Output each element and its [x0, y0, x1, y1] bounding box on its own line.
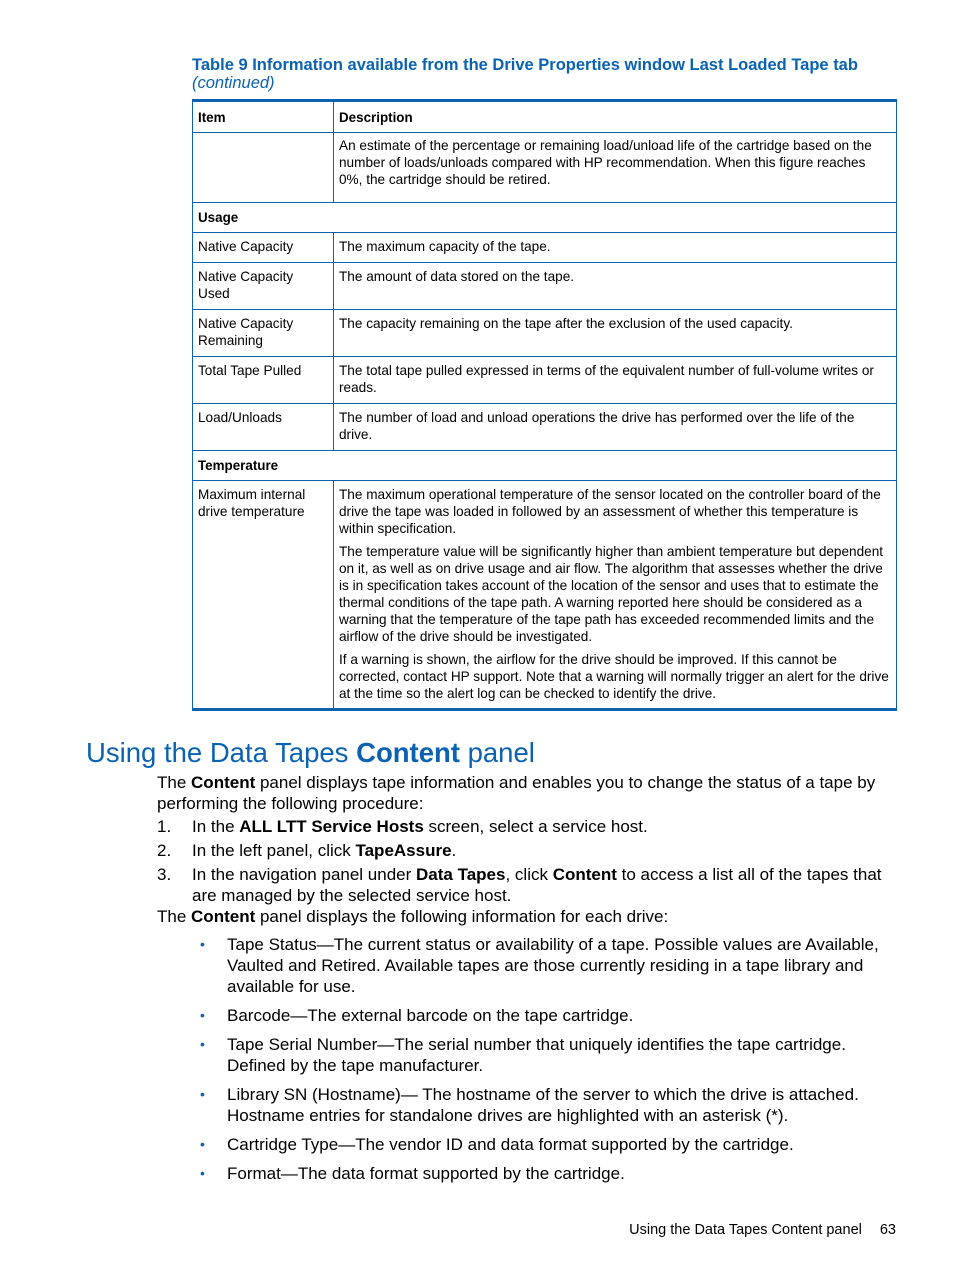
list-item [192, 1084, 899, 1126]
table-caption-continued: (continued) [192, 74, 275, 92]
section-label-temperature: Temperature [193, 451, 897, 481]
procedure-step [157, 816, 899, 837]
field-list [192, 934, 899, 1184]
table-section-row [193, 203, 897, 233]
step-text: In the [192, 817, 240, 836]
bullet-icon: • [200, 1136, 205, 1152]
bullet-icon: • [200, 1036, 205, 1052]
table-cell-description: The amount of data stored on the tape. [334, 263, 897, 310]
table-row [193, 233, 897, 263]
step-bold: Content [191, 907, 256, 926]
table-cell-item: Native Capacity Used [193, 263, 334, 310]
page-number: 63 [879, 1222, 896, 1238]
heading-text-bold: Content [356, 737, 460, 768]
temperature-paragraph: If a warning is shown, the airflow for the drive should be improved. If this cannot be corrected, contact HP support. Note that a warning will normally trigger an alert for the drive at the time so the alert log can be checked to identify the drive. [339, 652, 889, 701]
table-cell-description: The number of load and unload operations the drive has performed over the life of the drive. [334, 404, 897, 451]
intro-text: panel displays tape information and enables you to change the status of a tape by performing the following procedure: [157, 773, 876, 813]
step-text: In the left panel, click [192, 841, 356, 860]
table-caption-title: Table 9 Information available from the Drive Properties window Last Loaded Tape tab [192, 56, 858, 74]
intro-bold: Content [191, 773, 256, 792]
step-bold: TapeAssure [355, 841, 452, 860]
table-row [193, 481, 897, 710]
step-bold: Content [552, 865, 617, 884]
table-cell-item [193, 133, 334, 203]
table-section-row [193, 451, 897, 481]
table-cell-item: Total Tape Pulled [193, 357, 334, 404]
step-number: 3. [157, 865, 172, 884]
step-bold: Data Tapes [416, 865, 506, 884]
list-item-text: Tape Status—The current status or availability of a tape. Possible values are Available, Vaulted and Retired. Available tapes are those currently residing in a tape library and available for use. [227, 935, 879, 996]
table-cell-item: Native Capacity Remaining [193, 310, 334, 357]
table-cell-description: The total tape pulled expressed in terms of the equivalent number of full-volume writes or reads. [334, 357, 897, 404]
list-item [192, 1034, 899, 1076]
step-number: 1. [157, 817, 172, 836]
step-text: panel displays the following information for each drive: [255, 907, 669, 926]
step-text: , click [505, 865, 553, 884]
table-caption [192, 56, 896, 92]
bullet-icon: • [200, 1007, 205, 1023]
table-row [193, 133, 897, 203]
table-cell-item: Maximum internal drive temperature [193, 481, 334, 710]
temperature-paragraph: The maximum operational temperature of the sensor located on the controller board of the drive the tape was loaded in followed by an assessment of whether this temperature is within specification. [339, 487, 881, 536]
table-row [193, 357, 897, 404]
table-cell-description: An estimate of the percentage or remaining load/unload life of the cartridge based on the number of loads/unloads compared with HP recommendation. When this figure reaches 0%, the cartridge should be retired. [334, 133, 897, 203]
column-header-description: Description [334, 101, 897, 133]
procedure-step [157, 840, 899, 861]
procedure-steps [157, 816, 899, 1184]
temperature-paragraph: The temperature value will be significantly higher than ambient temperature but dependent on it, as well as on drive usage and air flow. The algorithm that assesses whether the drive is in specification takes account of the location of the sensor and uses that to estimate the thermal conditions of the tape path. A warning reported here should be considered as a warning that the temperature of the tape path has exceeded recommended limits and the airflow of the drive should be investigated. [339, 544, 884, 644]
bullet-icon: • [200, 1165, 205, 1181]
bullet-icon: • [200, 1086, 205, 1102]
table-cell-description: The capacity remaining on the tape after the exclusion of the used capacity. [334, 310, 897, 357]
bullet-icon: • [200, 936, 205, 952]
list-item [192, 934, 899, 997]
list-item-text: Tape Serial Number—The serial number that uniquely identifies the tape cartridge. Defined by the tape manufacturer. [227, 1035, 846, 1075]
step-text: screen, select a service host. [423, 817, 648, 836]
heading-text-post: panel [459, 737, 535, 768]
list-item [192, 1163, 899, 1184]
table-row [193, 404, 897, 451]
intro-paragraph [157, 772, 899, 814]
step-number: 2. [157, 841, 172, 860]
list-item-text: Cartridge Type—The vendor ID and data format supported by the cartridge. [227, 1135, 794, 1154]
section-label-usage: Usage [193, 203, 897, 233]
step-text: . [451, 841, 457, 860]
table-row [193, 263, 897, 310]
column-header-item: Item [193, 101, 334, 133]
section-body [157, 772, 899, 1192]
intro-text: The [157, 773, 192, 792]
step-text: In the navigation panel under [192, 865, 417, 884]
table-cell-item: Native Capacity [193, 233, 334, 263]
step-text: The [157, 907, 192, 926]
list-item-text: Format—The data format supported by the cartridge. [227, 1164, 625, 1183]
heading-text-pre: Using the Data Tapes [86, 737, 357, 768]
table-cell-description: The maximum capacity of the tape. [334, 233, 897, 263]
list-item [192, 1134, 899, 1155]
section-heading [86, 734, 535, 772]
list-item [192, 1005, 899, 1026]
drive-properties-table [192, 99, 897, 711]
footer-title: Using the Data Tapes Content panel [629, 1222, 862, 1238]
list-item-text: Library SN (Hostname)— The hostname of the server to which the drive is attached. Hostname entries for standalone drives are highlighted with an asterisk (*). [227, 1085, 859, 1125]
list-item-text: Barcode—The external barcode on the tape cartridge. [227, 1006, 634, 1025]
step-sub-paragraph [157, 906, 899, 927]
step-text: to access a list all of the tapes that are managed by the selected service host. [192, 865, 882, 905]
table-cell-item: Load/Unloads [193, 404, 334, 451]
procedure-step [157, 864, 899, 1184]
table-header-row [193, 101, 897, 133]
page-footer [600, 1222, 896, 1238]
table-cell-description [334, 481, 897, 710]
step-bold: ALL LTT Service Hosts [239, 817, 424, 836]
table-row [193, 310, 897, 357]
